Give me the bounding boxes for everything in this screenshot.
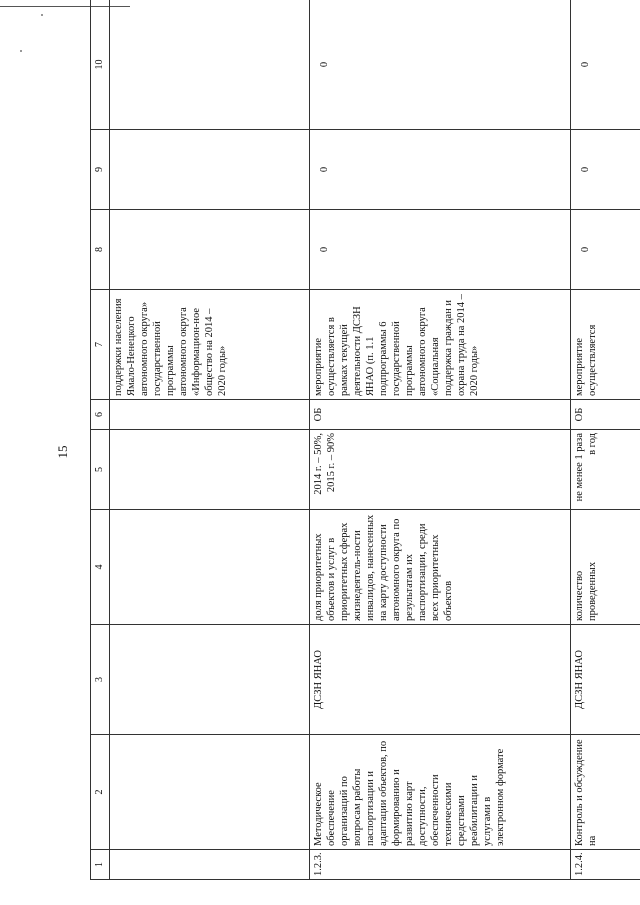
table-row [310,0,571,880]
header-cell: 7 [91,290,110,400]
table-row [571,0,640,880]
source-cell [110,400,310,430]
measure-cell: Контроль и обсуждение на [571,735,640,850]
header-row [91,0,110,880]
amount-cell: 0 [310,210,571,290]
note-cell: поддержки населения Ямало-Ненецкого автономного округа» государственной программы автономного округа «Информацион-ное общество на 2014 – 2020 годы» [110,290,310,400]
amount-cell: 0 [571,0,640,130]
amount-cell [110,0,310,130]
indicator-cell [110,510,310,625]
executor-cell [110,625,310,735]
indicator-cell: доля приоритетных объектов и услуг в приоритетных сферах жизнедеятель-ности инвалидов, нанесенных на карту доступности автономного округа по результатам их паспортизации, среди всех приоритетных объектов [310,510,571,625]
row-number [110,850,310,880]
measure-cell: Методическое обеспечение организаций по вопросам работы паспортизации и адаптации объектов, по формированию и развитию карт доступности, обеспеченности техническими средствами реабилитации и услугами в электронном формате [310,735,571,850]
executor-cell: ДСЗН ЯНАО [571,625,640,735]
header-cell: 9 [91,130,110,210]
rotated-table-wrapper [90,0,640,880]
note-cell: мероприятие осуществляется [571,290,640,400]
row-number: 1.2.4. [571,850,640,880]
header-cell: 10 [91,0,110,130]
header-cell: 6 [91,400,110,430]
amount-cell: 0 [310,130,571,210]
value-cell [110,430,310,510]
page-number: 15 [55,445,70,459]
header-cell: 3 [91,625,110,735]
header-cell: 5 [91,430,110,510]
measures-table [90,0,640,880]
measure-cell [110,735,310,850]
scan-speck [20,50,22,52]
amount-cell [110,210,310,290]
value-cell: не менее 1 раза в год [571,430,640,510]
note-cell: мероприятие осуществляется в рамках текущей деятельности ДСЗН ЯНАО (п. 1.1 подпрограммы 6 государственной программы автономного округа «Социальная поддержка граждан и охрана труда на 2014 – 2020 годы» [310,290,571,400]
amount-cell [110,130,310,210]
indicator-cell: количество проведенных [571,510,640,625]
header-cell: 2 [91,735,110,850]
row-number: 1.2.3. [310,850,571,880]
amount-cell: 0 [571,210,640,290]
source-cell: ОБ [571,400,640,430]
executor-cell: ДСЗН ЯНАО [310,625,571,735]
amount-cell: 0 [310,0,571,130]
header-cell: 1 [91,850,110,880]
table-row [110,0,310,880]
header-cell: 8 [91,210,110,290]
value-cell: 2014 г. – 50%, 2015 г. – 90% [310,430,571,510]
header-cell: 4 [91,510,110,625]
amount-cell: 0 [571,130,640,210]
source-cell: ОБ [310,400,571,430]
scan-speck [41,14,43,16]
